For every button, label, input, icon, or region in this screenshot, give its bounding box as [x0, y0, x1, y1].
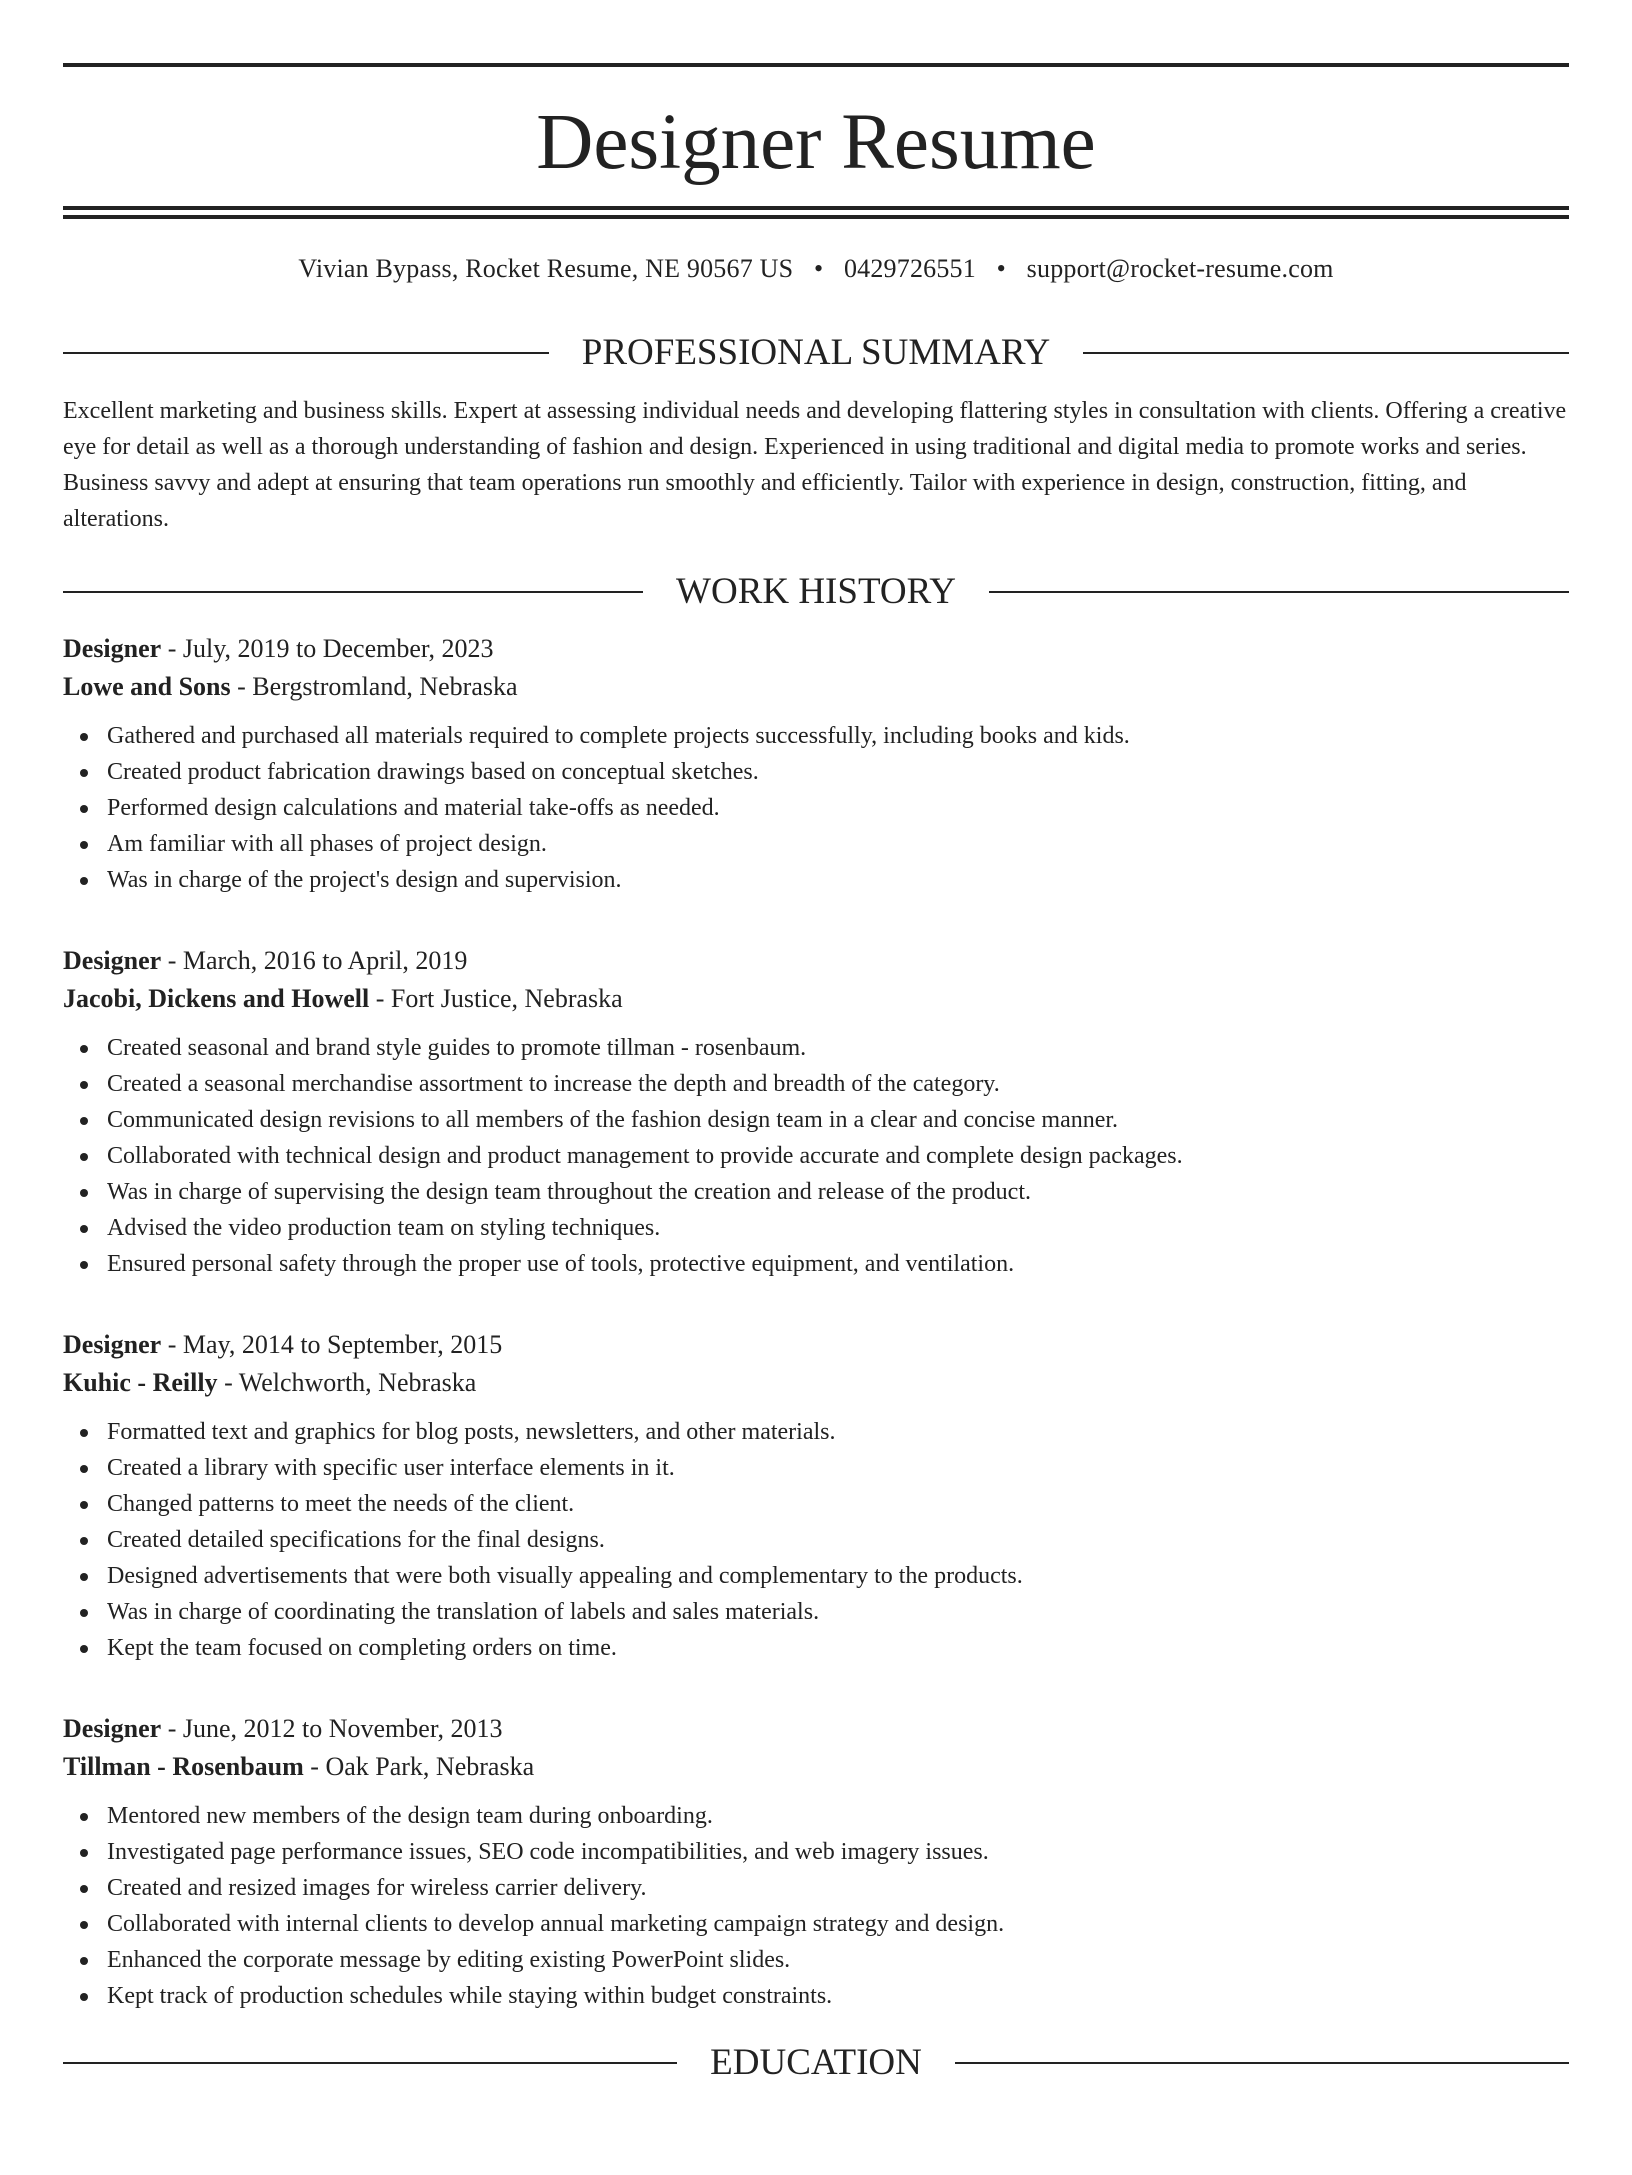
job-bullet: Created a library with specific user interface elements in it.: [63, 1450, 1569, 1486]
heading-rule-left: [63, 591, 643, 593]
job-bullet: Enhanced the corporate message by editing existing PowerPoint slides.: [63, 1942, 1569, 1978]
job-bullet: Investigated page performance issues, SEO code incompatibilities, and web imagery issues.: [63, 1834, 1569, 1870]
job-company: Kuhic - Reilly: [63, 1368, 218, 1397]
job-bullet: Changed patterns to meet the needs of the client.: [63, 1486, 1569, 1522]
job-company: Lowe and Sons: [63, 672, 231, 701]
job-company-line: [63, 980, 1569, 1018]
summary-heading-label: PROFESSIONAL SUMMARY: [581, 332, 1051, 373]
job-bullets: [63, 1030, 1569, 1282]
job-location: - Bergstromland, Nebraska: [230, 672, 518, 701]
job-title: Designer: [63, 946, 162, 975]
job-bullet: Was in charge of the project's design and supervision.: [63, 862, 1569, 898]
job-bullet: Created a seasonal merchandise assortment to increase the depth and breadth of the category.: [63, 1066, 1569, 1102]
job-bullet: Gathered and purchased all materials required to complete projects successfully, including books and kids.: [63, 718, 1569, 754]
heading-rule-left: [63, 352, 549, 354]
job-company-line: [63, 1364, 1569, 1402]
job-bullets: [63, 718, 1569, 898]
job-dates: - June, 2012 to November, 2013: [161, 1714, 503, 1743]
job-entry: [63, 1326, 1569, 1666]
job-company: Tillman - Rosenbaum: [63, 1752, 304, 1781]
job-dates: - March, 2016 to April, 2019: [161, 946, 468, 975]
work-history-heading-label: WORK HISTORY: [676, 571, 956, 612]
resume-page: [0, 63, 1632, 2175]
job-company-line: [63, 1748, 1569, 1786]
contact-separator: •: [996, 254, 1006, 283]
contact-address: Vivian Bypass, Rocket Resume, NE 90567 US: [298, 254, 794, 283]
job-title-line: [63, 630, 1569, 668]
job-bullets: [63, 1798, 1569, 2014]
title-double-rule: [63, 206, 1569, 219]
job-bullet: Ensured personal safety through the proper use of tools, protective equipment, and ventilation.: [63, 1246, 1569, 1282]
job-bullet: Advised the video production team on styling techniques.: [63, 1210, 1569, 1246]
job-entry: [63, 942, 1569, 1282]
contact-phone: 0429726551: [843, 254, 976, 283]
work-history-heading: [63, 573, 1569, 610]
job-bullet: Mentored new members of the design team during onboarding.: [63, 1798, 1569, 1834]
job-title-line: [63, 942, 1569, 980]
job-dates: - May, 2014 to September, 2015: [161, 1330, 503, 1359]
job-bullet: Collaborated with technical design and product management to provide accurate and complete design packages.: [63, 1138, 1569, 1174]
job-bullet: Kept the team focused on completing orders on time.: [63, 1630, 1569, 1666]
job-entry: [63, 630, 1569, 898]
job-title: Designer: [63, 1714, 162, 1743]
job-bullet: Created product fabrication drawings based on conceptual sketches.: [63, 754, 1569, 790]
job-location: - Fort Justice, Nebraska: [369, 984, 623, 1013]
job-title: Designer: [63, 634, 162, 663]
job-dates: - July, 2019 to December, 2023: [161, 634, 494, 663]
job-bullet: Was in charge of supervising the design team throughout the creation and release of the product.: [63, 1174, 1569, 1210]
job-bullet: Created seasonal and brand style guides to promote tillman - rosenbaum.: [63, 1030, 1569, 1066]
heading-rule-right: [989, 591, 1569, 593]
job-bullet: Performed design calculations and material take-offs as needed.: [63, 790, 1569, 826]
job-title: Designer: [63, 1330, 162, 1359]
job-bullet: Am familiar with all phases of project design.: [63, 826, 1569, 862]
summary-heading: [63, 334, 1569, 371]
job-location: - Welchworth, Nebraska: [217, 1368, 477, 1397]
job-location: - Oak Park, Nebraska: [303, 1752, 535, 1781]
job-bullet: Created detailed specifications for the final designs.: [63, 1522, 1569, 1558]
resume-title: Designer Resume: [536, 99, 1096, 186]
job-bullet: Created and resized images for wireless carrier delivery.: [63, 1870, 1569, 1906]
education-heading: [63, 2044, 1569, 2081]
work-history-list: [63, 630, 1569, 2014]
job-company-line: [63, 668, 1569, 706]
heading-rule-left: [63, 2062, 677, 2064]
contact-separator: •: [813, 254, 824, 283]
job-bullet: Designed advertisements that were both visually appealing and complementary to the products.: [63, 1558, 1569, 1594]
heading-rule-right: [955, 2062, 1569, 2064]
job-title-line: [63, 1326, 1569, 1364]
contact-line: [63, 254, 1569, 286]
job-title-line: [63, 1710, 1569, 1748]
job-company: Jacobi, Dickens and Howell: [63, 984, 370, 1013]
job-bullet: Was in charge of coordinating the translation of labels and sales materials.: [63, 1594, 1569, 1630]
job-bullet: Collaborated with internal clients to develop annual marketing campaign strategy and design.: [63, 1906, 1569, 1942]
job-entry: [63, 1710, 1569, 2014]
job-bullet: Formatted text and graphics for blog posts, newsletters, and other materials.: [63, 1414, 1569, 1450]
top-rule: [63, 63, 1569, 67]
education-heading-label: EDUCATION: [710, 2042, 922, 2083]
job-bullets: [63, 1414, 1569, 1666]
contact-email: support@rocket-resume.com: [1026, 254, 1334, 283]
summary-text: Excellent marketing and business skills. Expert at assessing individual needs and developing flattering styles in consultation with clients. Offering a creative eye for detail as well as a thorough understanding of fashion and design. Experienced in using traditional and digital media to promote works and series. Business savvy and adept at ensuring that team operations run smoothly and efficiently. Tailor with experience in design, construction, fitting, and alterations.: [63, 398, 1567, 532]
heading-rule-right: [1083, 352, 1569, 354]
job-bullet: Communicated design revisions to all members of the fashion design team in a clear and concise manner.: [63, 1102, 1569, 1138]
job-bullet: Kept track of production schedules while staying within budget constraints.: [63, 1978, 1569, 2014]
